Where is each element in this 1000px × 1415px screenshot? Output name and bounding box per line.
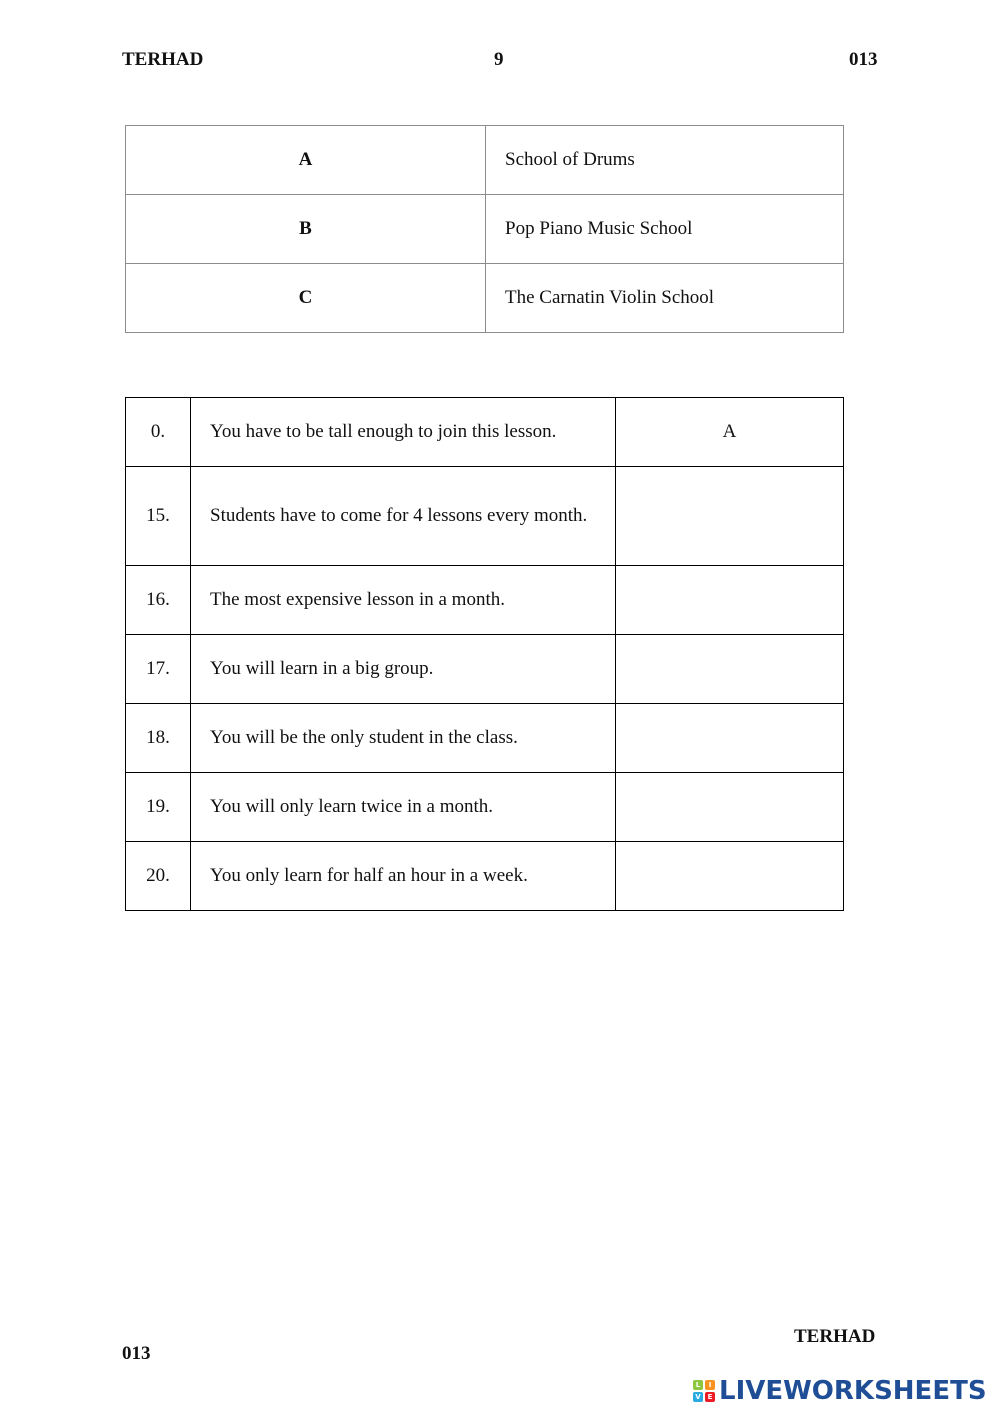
logo-block: L — [693, 1380, 703, 1390]
school-name: The Carnatin Violin School — [486, 264, 844, 333]
question-statement: You have to be tall enough to join this lesson. — [191, 398, 616, 467]
question-row-15 — [126, 467, 844, 566]
question-number: 20. — [126, 842, 191, 911]
question-row-20 — [126, 842, 844, 911]
question-row-17 — [126, 635, 844, 704]
answer-cell — [616, 467, 844, 566]
question-number: 16. — [126, 566, 191, 635]
question-row-16 — [126, 566, 844, 635]
question-row-example — [126, 398, 844, 467]
answer-input-16[interactable] — [628, 588, 832, 612]
question-number: 17. — [126, 635, 191, 704]
liveworksheets-wordmark: LIVEWORKSHEETS — [719, 1376, 987, 1406]
school-letter: C — [126, 264, 486, 333]
school-row — [126, 126, 844, 195]
question-row-19 — [126, 773, 844, 842]
school-row — [126, 264, 844, 333]
example-answer: A — [616, 398, 844, 467]
header-right-code: 013 — [849, 49, 878, 70]
answer-input-20[interactable] — [628, 864, 832, 888]
header-left-label: TERHAD — [122, 49, 204, 70]
questions-table — [125, 397, 844, 911]
liveworksheets-logo[interactable] — [693, 1376, 987, 1406]
school-letter: A — [126, 126, 486, 195]
liveworksheets-blocks-icon — [693, 1380, 715, 1402]
logo-block: I — [705, 1380, 715, 1390]
answer-cell — [616, 566, 844, 635]
answer-cell — [616, 704, 844, 773]
question-statement: You will learn in a big group. — [191, 635, 616, 704]
question-statement: The most expensive lesson in a month. — [191, 566, 616, 635]
question-statement: You will only learn twice in a month. — [191, 773, 616, 842]
answer-input-19[interactable] — [628, 795, 832, 819]
answer-input-18[interactable] — [628, 726, 832, 750]
answer-cell — [616, 635, 844, 704]
question-row-18 — [126, 704, 844, 773]
question-number: 18. — [126, 704, 191, 773]
school-row — [126, 195, 844, 264]
question-number: 15. — [126, 467, 191, 566]
question-statement: You only learn for half an hour in a week. — [191, 842, 616, 911]
footer-right-label: TERHAD — [794, 1326, 876, 1347]
question-number: 0. — [126, 398, 191, 467]
answer-input-15[interactable] — [628, 504, 832, 528]
school-letter: B — [126, 195, 486, 264]
answer-cell — [616, 773, 844, 842]
question-statement: You will be the only student in the class. — [191, 704, 616, 773]
school-name: Pop Piano Music School — [486, 195, 844, 264]
footer-left-code: 013 — [122, 1343, 151, 1364]
schools-table — [125, 125, 844, 333]
school-name: School of Drums — [486, 126, 844, 195]
logo-block: V — [693, 1392, 703, 1402]
logo-block: E — [705, 1392, 715, 1402]
answer-input-17[interactable] — [628, 657, 832, 681]
answer-cell — [616, 842, 844, 911]
question-statement: Students have to come for 4 lessons every month. — [191, 467, 616, 566]
page-number: 9 — [494, 49, 504, 70]
question-number: 19. — [126, 773, 191, 842]
